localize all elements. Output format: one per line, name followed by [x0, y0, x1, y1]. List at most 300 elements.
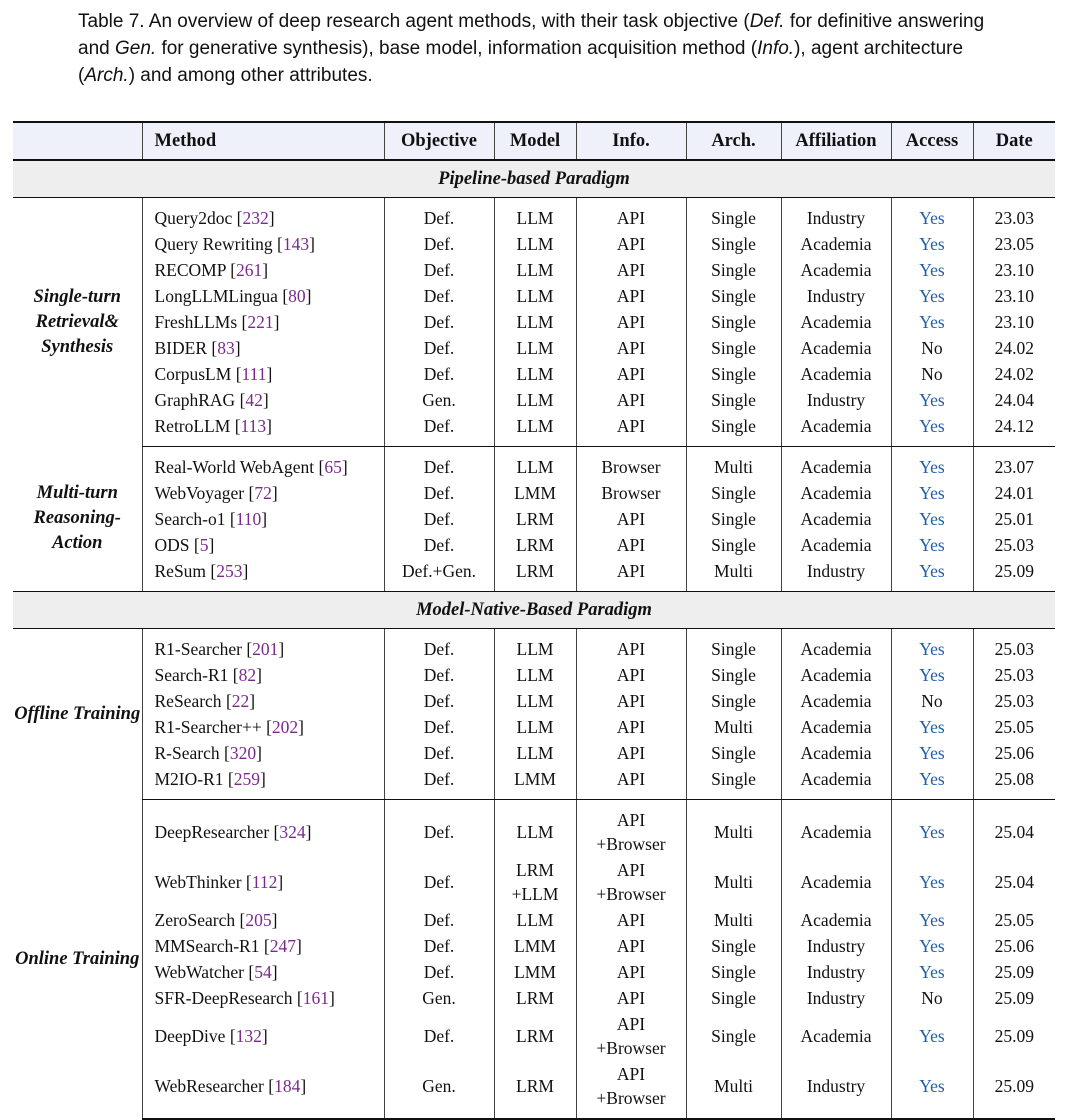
access-cell: Yes	[891, 532, 973, 558]
affiliation-cell: Academia	[781, 480, 891, 506]
info-value: API	[616, 909, 646, 930]
method-cell: WebThinker [112]	[142, 857, 384, 907]
model-cell	[494, 532, 576, 558]
citation-ref: 253	[216, 560, 243, 581]
method-name: R1-Searcher++	[154, 716, 262, 737]
group-label-single-turn: Single-turn Retrieval& Synthesis	[33, 286, 121, 357]
info-cell	[576, 629, 686, 663]
method-cell: LongLLMLingua [80]	[142, 283, 384, 309]
access-cell: Yes	[891, 766, 973, 800]
model-cell	[494, 309, 576, 335]
access-cell: Yes	[891, 558, 973, 592]
access-cell: Yes	[891, 933, 973, 959]
info-cell	[576, 740, 686, 766]
citation-ref: 324	[279, 822, 306, 842]
citation-ref: 184	[274, 1076, 301, 1096]
info-value: API	[616, 961, 646, 982]
access-cell: No	[891, 361, 973, 387]
model-cell	[494, 558, 576, 592]
citation-ref: 80	[288, 285, 306, 306]
affiliation-cell: Industry	[781, 558, 891, 592]
date-cell: 25.05	[973, 714, 1055, 740]
method-name: FreshLLMs	[154, 311, 238, 332]
model-cell	[494, 959, 576, 985]
model-cell	[494, 447, 576, 481]
arch-cell: Single	[686, 387, 781, 413]
affiliation-cell: Academia	[781, 361, 891, 387]
date-cell: 24.01	[973, 480, 1055, 506]
affiliation-cell: Academia	[781, 629, 891, 663]
method-cell: CorpusLM [111]	[142, 361, 384, 387]
affiliation-cell: Academia	[781, 335, 891, 361]
model-value: LLM	[516, 337, 554, 358]
objective-cell: Def.	[384, 447, 494, 481]
header-date: Date	[973, 122, 1055, 160]
info-cell	[576, 532, 686, 558]
method-name: RECOMP	[154, 259, 226, 280]
method-name: ReSum	[154, 560, 207, 581]
affiliation-cell: Academia	[781, 800, 891, 858]
model-value: LLM	[516, 207, 554, 228]
method-cell: SFR-DeepResearch [161]	[142, 985, 384, 1011]
model-cell	[494, 800, 576, 858]
info-value: API	[616, 810, 646, 830]
table-row	[13, 662, 1055, 688]
affiliation-cell: Academia	[781, 257, 891, 283]
table-row	[13, 283, 1055, 309]
citation-ref: 259	[233, 768, 260, 789]
model-value: LRM	[516, 1076, 554, 1096]
model-value: LMM	[514, 482, 556, 503]
citation-ref: 72	[254, 482, 272, 503]
citation-ref: 42	[245, 389, 263, 410]
model-cell	[494, 857, 576, 907]
citation-ref: 110	[235, 508, 262, 529]
access-cell: Yes	[891, 506, 973, 532]
affiliation-cell: Industry	[781, 283, 891, 309]
citation-ref: 202	[271, 716, 299, 737]
date-cell: 25.03	[973, 532, 1055, 558]
date-cell: 25.09	[973, 959, 1055, 985]
access-cell: Yes	[891, 257, 973, 283]
citation-ref: 22	[231, 690, 250, 711]
objective-cell: Def.	[384, 257, 494, 283]
arch-cell: Single	[686, 959, 781, 985]
arch-cell: Single	[686, 257, 781, 283]
model-cell	[494, 740, 576, 766]
citation-ref: 201	[252, 638, 279, 659]
model-value: LRM	[516, 860, 554, 880]
table-row	[13, 198, 1055, 232]
info-value: API	[616, 337, 646, 358]
table-row	[13, 361, 1055, 387]
table-row	[13, 985, 1055, 1011]
access-cell: Yes	[891, 447, 973, 481]
date-cell: 25.04	[973, 857, 1055, 907]
affiliation-cell: Academia	[781, 413, 891, 447]
method-cell: GraphRAG [42]	[142, 387, 384, 413]
info-cell	[576, 413, 686, 447]
info-value: API	[616, 508, 646, 529]
method-name: MMSearch-R1	[154, 935, 260, 956]
model-value: LLM	[516, 415, 554, 436]
citation-ref: 111	[241, 363, 267, 384]
model-value: LLM	[516, 363, 554, 384]
access-cell: Yes	[891, 800, 973, 858]
info-cell	[576, 688, 686, 714]
header-access: Access	[891, 122, 973, 160]
affiliation-cell: Academia	[781, 532, 891, 558]
objective-cell: Def.+Gen.	[384, 558, 494, 592]
method-name: Search-o1	[154, 508, 226, 529]
access-cell: Yes	[891, 714, 973, 740]
method-name: ZeroSearch	[154, 909, 236, 930]
method-name: GraphRAG	[154, 389, 236, 410]
objective-cell: Gen.	[384, 387, 494, 413]
table-row	[13, 231, 1055, 257]
model-value: LLM	[516, 742, 554, 763]
date-cell: 23.05	[973, 231, 1055, 257]
access-cell: Yes	[891, 231, 973, 257]
model-value: LLM	[516, 233, 554, 254]
arch-cell: Single	[686, 198, 781, 232]
method-cell: R1-Searcher++ [202]	[142, 714, 384, 740]
affiliation-cell: Academia	[781, 447, 891, 481]
model-value: LRM	[516, 560, 554, 581]
header-group	[13, 122, 142, 160]
citation-ref: 320	[229, 742, 257, 763]
date-cell: 24.02	[973, 361, 1055, 387]
access-cell: Yes	[891, 959, 973, 985]
info-value: API	[616, 1014, 646, 1034]
info-value: API	[616, 664, 646, 685]
method-name: ODS	[154, 534, 190, 555]
table-row	[13, 532, 1055, 558]
model-value: LLM	[516, 389, 554, 410]
header-affiliation: Affiliation	[781, 122, 891, 160]
table-row	[13, 857, 1055, 907]
table-row	[13, 714, 1055, 740]
objective-cell: Def.	[384, 933, 494, 959]
info-value: API	[616, 935, 646, 956]
model-cell	[494, 985, 576, 1011]
citation-ref: 205	[245, 909, 272, 930]
model-cell	[494, 629, 576, 663]
date-cell: 24.02	[973, 335, 1055, 361]
method-cell: R-Search [320]	[142, 740, 384, 766]
info-value: API	[616, 311, 646, 332]
arch-cell: Multi	[686, 558, 781, 592]
info-cell	[576, 558, 686, 592]
affiliation-cell: Academia	[781, 688, 891, 714]
arch-cell: Multi	[686, 1061, 781, 1119]
date-cell: 25.09	[973, 1011, 1055, 1061]
info-value: API	[616, 987, 646, 1008]
model-cell	[494, 257, 576, 283]
method-cell: WebResearcher [184]	[142, 1061, 384, 1119]
model-cell	[494, 506, 576, 532]
citation-ref: 113	[240, 415, 267, 436]
info-value-2: +Browser	[596, 1088, 666, 1108]
affiliation-cell: Academia	[781, 309, 891, 335]
info-value-2: +Browser	[596, 1038, 666, 1058]
citation-ref: 65	[324, 456, 342, 477]
date-cell: 23.10	[973, 257, 1055, 283]
model-value: LLM	[516, 909, 554, 930]
table-row	[13, 959, 1055, 985]
model-value-2: +LLM	[511, 884, 559, 904]
info-cell	[576, 933, 686, 959]
arch-cell: Single	[686, 933, 781, 959]
model-value: LRM	[516, 1026, 554, 1046]
info-value: API	[616, 534, 646, 555]
section-row	[13, 160, 1055, 198]
info-cell	[576, 257, 686, 283]
group-label-offline: Offline Training	[14, 703, 141, 724]
header-model: Model	[494, 122, 576, 160]
method-name: WebResearcher	[154, 1076, 264, 1096]
affiliation-cell: Academia	[781, 506, 891, 532]
info-cell	[576, 335, 686, 361]
header-method: Method	[142, 122, 384, 160]
method-name: CorpusLM	[154, 363, 232, 384]
citation-ref: 83	[217, 337, 235, 358]
info-cell	[576, 361, 686, 387]
access-cell: Yes	[891, 309, 973, 335]
method-cell: Real-World WebAgent [65]	[142, 447, 384, 481]
info-value: API	[616, 207, 646, 228]
table-row	[13, 413, 1055, 447]
objective-cell: Def.	[384, 532, 494, 558]
table-row	[13, 506, 1055, 532]
arch-cell: Single	[686, 231, 781, 257]
info-value: API	[616, 768, 646, 789]
model-value: LLM	[516, 285, 554, 306]
arch-cell: Single	[686, 506, 781, 532]
arch-cell: Single	[686, 985, 781, 1011]
model-value: LLM	[516, 690, 554, 711]
table-row	[13, 480, 1055, 506]
citation-ref: 5	[199, 534, 209, 555]
method-name: SFR-DeepResearch	[154, 987, 293, 1008]
info-cell	[576, 1011, 686, 1061]
info-value-2: +Browser	[596, 834, 666, 854]
method-cell: DeepResearcher [324]	[142, 800, 384, 858]
model-value: LMM	[514, 961, 556, 982]
method-cell: ZeroSearch [205]	[142, 907, 384, 933]
info-value: API	[616, 716, 646, 737]
objective-cell: Def.	[384, 506, 494, 532]
table-caption: Table 7. An overview of deep research agent methods, with their task objective (Def. for definitive answering and Gen. for generative synthesis), base model, information acquisition method (Info.), agent architecture (Arch.) and among other attributes.	[78, 11, 985, 86]
info-cell	[576, 714, 686, 740]
table-row	[13, 257, 1055, 283]
date-cell: 25.04	[973, 800, 1055, 858]
date-cell: 25.09	[973, 985, 1055, 1011]
model-value: LLM	[516, 822, 554, 842]
method-cell: ReSum [253]	[142, 558, 384, 592]
model-cell	[494, 231, 576, 257]
model-value: LLM	[516, 716, 554, 737]
table-row	[13, 447, 1055, 481]
info-value: API	[616, 363, 646, 384]
arch-cell: Single	[686, 688, 781, 714]
table-row	[13, 558, 1055, 592]
objective-cell: Def.	[384, 959, 494, 985]
info-cell	[576, 231, 686, 257]
section-row	[13, 592, 1055, 629]
info-value: API	[616, 560, 646, 581]
method-name: Query Rewriting	[154, 233, 273, 254]
table-row	[13, 387, 1055, 413]
access-cell: Yes	[891, 413, 973, 447]
info-cell	[576, 387, 686, 413]
model-cell	[494, 413, 576, 447]
model-value: LRM	[516, 508, 554, 529]
arch-cell: Single	[686, 413, 781, 447]
affiliation-cell: Academia	[781, 766, 891, 800]
method-name: WebVoyager	[154, 482, 245, 503]
arch-cell: Multi	[686, 714, 781, 740]
citation-ref: 232	[242, 207, 269, 228]
arch-cell: Single	[686, 480, 781, 506]
method-cell: FreshLLMs [221]	[142, 309, 384, 335]
method-cell: Search-o1 [110]	[142, 506, 384, 532]
citation-ref: 82	[238, 664, 257, 685]
affiliation-cell: Industry	[781, 387, 891, 413]
date-cell: 25.03	[973, 688, 1055, 714]
method-name: M2IO-R1	[154, 768, 224, 789]
access-cell: Yes	[891, 740, 973, 766]
date-cell: 23.10	[973, 309, 1055, 335]
method-cell: M2IO-R1 [259]	[142, 766, 384, 800]
method-cell: RECOMP [261]	[142, 257, 384, 283]
objective-cell: Def.	[384, 714, 494, 740]
date-cell: 25.06	[973, 740, 1055, 766]
affiliation-cell: Industry	[781, 1061, 891, 1119]
header-arch: Arch.	[686, 122, 781, 160]
method-cell: Query Rewriting [143]	[142, 231, 384, 257]
access-cell: Yes	[891, 857, 973, 907]
affiliation-cell: Academia	[781, 740, 891, 766]
method-name: ReSearch	[154, 690, 222, 711]
date-cell: 24.12	[973, 413, 1055, 447]
method-cell: MMSearch-R1 [247]	[142, 933, 384, 959]
model-cell	[494, 1061, 576, 1119]
access-cell: No	[891, 985, 973, 1011]
method-cell: Query2doc [232]	[142, 198, 384, 232]
date-cell: 25.03	[973, 662, 1055, 688]
info-cell	[576, 800, 686, 858]
table-row	[13, 688, 1055, 714]
table-row	[13, 766, 1055, 800]
info-cell	[576, 447, 686, 481]
affiliation-cell: Industry	[781, 959, 891, 985]
objective-cell: Def.	[384, 231, 494, 257]
date-cell: 23.07	[973, 447, 1055, 481]
access-cell: Yes	[891, 662, 973, 688]
table-row	[13, 933, 1055, 959]
table-row	[13, 1061, 1055, 1119]
model-value: LLM	[516, 259, 554, 280]
model-cell	[494, 480, 576, 506]
access-cell: No	[891, 335, 973, 361]
method-name: WebThinker	[154, 872, 242, 892]
info-value: API	[616, 259, 646, 280]
objective-cell: Gen.	[384, 1061, 494, 1119]
citation-ref: 54	[254, 961, 272, 982]
info-cell	[576, 283, 686, 309]
method-cell: ODS [5]	[142, 532, 384, 558]
access-cell: Yes	[891, 1061, 973, 1119]
table-row	[13, 907, 1055, 933]
section-title: Model-Native-Based Paradigm	[13, 592, 1055, 629]
model-cell	[494, 688, 576, 714]
model-cell	[494, 335, 576, 361]
arch-cell: Single	[686, 740, 781, 766]
method-name: BIDER	[154, 337, 207, 358]
access-cell: Yes	[891, 907, 973, 933]
date-cell: 25.05	[973, 907, 1055, 933]
info-cell	[576, 309, 686, 335]
affiliation-cell: Academia	[781, 714, 891, 740]
citation-ref: 261	[236, 259, 263, 280]
info-cell	[576, 857, 686, 907]
date-cell: 25.09	[973, 558, 1055, 592]
date-cell: 23.10	[973, 283, 1055, 309]
method-cell: Search-R1 [82]	[142, 662, 384, 688]
arch-cell: Single	[686, 1011, 781, 1061]
model-value: LLM	[516, 456, 554, 477]
info-cell	[576, 766, 686, 800]
objective-cell: Def.	[384, 198, 494, 232]
arch-cell: Multi	[686, 857, 781, 907]
method-cell: R1-Searcher [201]	[142, 629, 384, 663]
objective-cell: Def.	[384, 629, 494, 663]
model-cell	[494, 1011, 576, 1061]
objective-cell: Def.	[384, 480, 494, 506]
info-cell	[576, 985, 686, 1011]
model-cell	[494, 714, 576, 740]
info-value: API	[616, 638, 646, 659]
objective-cell: Def.	[384, 1011, 494, 1061]
affiliation-cell: Academia	[781, 662, 891, 688]
info-value: API	[616, 389, 646, 410]
table-row	[13, 800, 1055, 858]
affiliation-cell: Academia	[781, 857, 891, 907]
model-cell	[494, 387, 576, 413]
arch-cell: Single	[686, 532, 781, 558]
arch-cell: Single	[686, 361, 781, 387]
objective-cell: Def.	[384, 662, 494, 688]
method-name: Query2doc	[154, 207, 233, 228]
method-name: WebWatcher	[154, 961, 244, 982]
model-cell	[494, 662, 576, 688]
info-value: API	[616, 742, 646, 763]
method-name: R1-Searcher	[154, 638, 242, 659]
citation-ref: 143	[282, 233, 310, 254]
info-cell	[576, 1061, 686, 1119]
objective-cell: Def.	[384, 857, 494, 907]
objective-cell: Def.	[384, 766, 494, 800]
objective-cell: Def.	[384, 361, 494, 387]
table-row	[13, 335, 1055, 361]
objective-cell: Def.	[384, 335, 494, 361]
header-objective: Objective	[384, 122, 494, 160]
objective-cell: Def.	[384, 309, 494, 335]
table-row	[13, 309, 1055, 335]
arch-cell: Multi	[686, 800, 781, 858]
objective-cell: Gen.	[384, 985, 494, 1011]
